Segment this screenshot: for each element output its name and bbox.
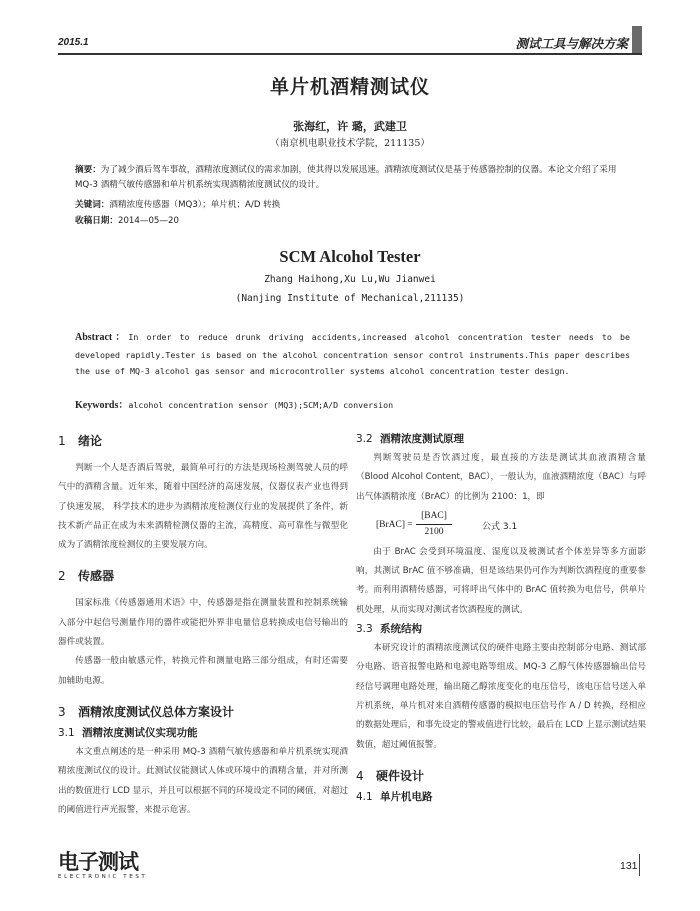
keywords-cn <box>75 198 635 213</box>
section-heading <box>58 701 348 724</box>
formula-lhs: [BrAC] = <box>376 519 413 530</box>
paragraph: 判断驾驶员是否饮酒过度，最直接的方法是测试其血液酒精含量（Blood Alcohol Content，BAC），一般认为，血液酒精浓度（BAC）与呼出气体酒精浓度（BrAC）的比例为 2100：1，即 <box>356 453 646 502</box>
header-accent-bar <box>632 26 642 53</box>
subsection-title: 酒精浓度测试原理 <box>380 433 464 445</box>
subsection-number: 3.1 <box>58 726 75 739</box>
formula-denominator: 2100 <box>424 526 444 537</box>
formula-3-1 <box>356 511 646 541</box>
left-column <box>58 430 348 820</box>
section-title: 绪论 <box>78 434 103 448</box>
formula-label: 公式 3.1 <box>482 521 518 532</box>
subsection-number: 3.2 <box>356 433 373 445</box>
issue-number: 2015.1 <box>58 37 89 48</box>
subsection-heading <box>356 788 646 807</box>
paragraph: 判断一个人是否酒后驾驶，最简单可行的方法是现场检测驾驶人员的呼气中的酒精含量。近年来，随着中国经济的高速发展，仪器仪表产业也得到了快速发展， 科学技术的进步为酒精浓度检测仪行业的发展提供了条件，新技术新产品正在成为未来酒精检测仪器的主流，高精度、高可靠性与微型化成为了酒精浓度检测仪的主要发展方向。 <box>58 463 348 551</box>
paragraph: 由于 BrAC 会受到环境温度、湿度以及被测试者个体差异等多方面影响，其测试 BrAC 值不够准确，但是该结果仍可作为判断饮酒程度的重要参考。而利用酒精传感器，可将呼出气体中的 BrAC 值转换为电信号，供单片机处理，从而实现对测试者饮酒程度的测试。 <box>356 546 646 615</box>
subsection-heading <box>356 620 646 639</box>
authors-cn: 张海红，许 璐，武建卫 <box>293 120 407 133</box>
keywords-en-text: alcohol concentration sensor (MQ3);SCM;A/D conversion <box>128 400 394 410</box>
section-heading <box>58 565 348 588</box>
received-text: 2014—05—20 <box>117 216 179 226</box>
subsection-title: 单片机电路 <box>380 790 433 803</box>
section-title: 硬件设计 <box>376 768 425 783</box>
column-title: 测试工具与解决方案 <box>515 36 628 51</box>
paragraph: 传感器一般由敏感元件，转换元件和测量电路三部分组成，有时还需要加辅助电源。 <box>58 656 348 686</box>
abstract-cn-label: 摘要： <box>75 165 101 175</box>
abstract-en <box>75 329 630 380</box>
affiliation-en: (Nanjing Institute of Mechanical,211135) <box>235 293 465 304</box>
fraction-bar <box>416 524 452 525</box>
subsection-number: 4.1 <box>356 790 373 803</box>
formula-numerator: [BAC] <box>421 510 447 521</box>
running-header <box>58 26 642 54</box>
affiliation-cn: （南京机电职业技术学院，211135） <box>270 138 430 149</box>
received-date <box>75 214 635 229</box>
section-title: 酒精浓度测试仪总体方案设计 <box>78 704 235 719</box>
subsection-heading <box>356 430 646 449</box>
authors-en: Zhang Haihong,Xu Lu,Wu Jianwei <box>264 274 436 285</box>
right-column <box>356 430 646 807</box>
paragraph: 本研究设计的酒精浓度测试仪的硬件电路主要由控制部分电路、测试部分电路、语音报警电路和电源电路等组成。MQ-3 乙醇气体传感器输出信号经信号调理电路处理，输出随乙醇浓度变化的电压信号，该电压信号送入单片机系统，单片机对来自酒精传感器的模拟电压信号作 A / D 转换，经相应的数据处理后，和事先设定的警戒值进行比较，最后在 LCD 上显示测试结果数值，超过阈值报警。 <box>356 643 646 750</box>
paragraph: 本文重点阐述的是一种采用 MQ-3 酒精气敏传感器和单片机系统实现酒精浓度测试仪的设计。此测试仪能测试人体或环境中的酒精含量，并对所测出的数值进行 LCD 显示，并且可以根据不同的环境设定不同的阈值，对超过的阈值进行声光报警，来提示危害。 <box>58 746 348 815</box>
section-number: 2 <box>58 569 66 584</box>
subsection-title: 系统结构 <box>380 623 422 636</box>
section-heading <box>356 765 646 788</box>
subsection-number: 3.3 <box>356 623 373 636</box>
received-label: 收稿日期： <box>75 216 118 226</box>
section-number: 3 <box>58 704 66 719</box>
abstract-en-text: In order to reduce drunk driving accidents,increased alcohol concentration tester needs to be developed rapidly.Tester is based on the alcohol concentration sensor control instruments.This paper describes the use of MQ-3 alcohol gas sensor and microcontroller systems alcohol concentration tester design. <box>75 332 630 376</box>
section-number: 4 <box>356 768 364 783</box>
section-heading <box>58 430 348 453</box>
keywords-en-label: Keywords： <box>75 400 129 411</box>
subsection-title: 酒精浓度测试仪实现功能 <box>82 726 198 739</box>
abstract-en-label: Abstract： <box>75 332 129 343</box>
logo-sub-text: ELECTRONIC TEST <box>58 874 148 880</box>
abstract-cn <box>75 163 635 193</box>
subsection-heading <box>58 724 348 743</box>
logo-main-text: 电子测试 <box>58 850 138 874</box>
journal-logo <box>58 851 147 880</box>
section-number: 1 <box>58 434 66 448</box>
keywords-en <box>75 396 630 411</box>
page-number: 131 <box>620 860 638 872</box>
paper-title-cn: 单片机酒精测试仪 <box>269 76 430 98</box>
paragraph: 国家标准《传感器通用术语》中，传感器是指在测量装置和控制系统输入部分中起信号测量作用的器件或能把外界非电量信息转换成电信号输出的器件或装置。 <box>58 598 348 648</box>
paper-title-en: SCM Alcohol Tester <box>279 247 421 266</box>
keywords-cn-label: 关键词： <box>75 200 110 210</box>
header-rule <box>58 53 642 55</box>
abstract-cn-text: 为了减少酒后驾车事故，酒精浓度测试仪的需求加剧，使其得以发展迅速。酒精浓度测试仪是基于传感器控制的仪器。本论文介绍了采用 MQ-3 酒精气敏传感器和单片机系统实现酒精浓度测试仪的设计。 <box>75 165 617 190</box>
keywords-cn-text: 酒精浓度传感器（MQ3）；单片机；A/D 转换 <box>109 200 281 210</box>
page-number-rule <box>639 854 640 876</box>
section-title: 传感器 <box>78 569 115 584</box>
